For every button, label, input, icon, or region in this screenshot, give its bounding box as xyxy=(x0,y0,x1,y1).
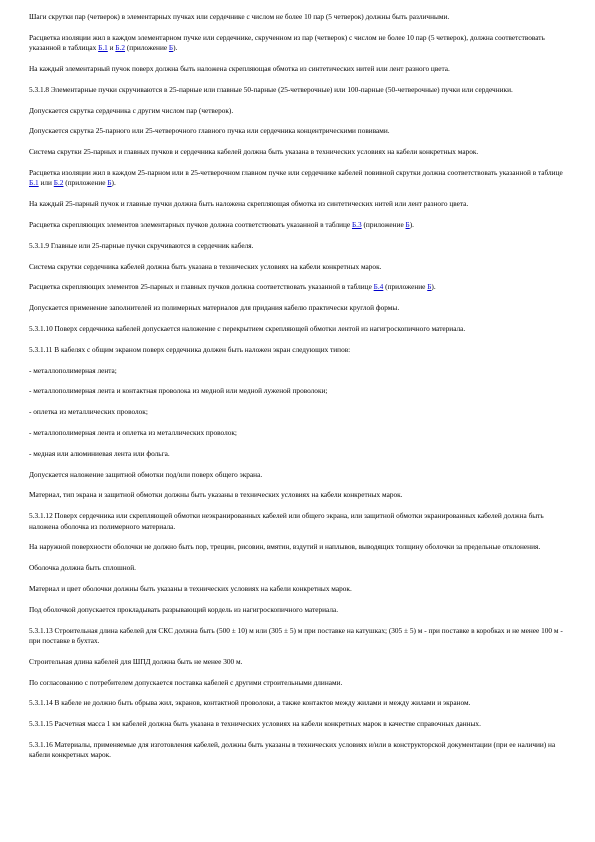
paragraph-text: - металлополимерная лента; xyxy=(29,365,117,375)
reference-link[interactable]: Б.1 xyxy=(29,178,39,188)
paragraph-text: Оболочка должна быть сплошной. xyxy=(29,563,137,573)
paragraph xyxy=(29,657,566,667)
paragraph xyxy=(29,584,566,594)
paragraph xyxy=(29,678,566,688)
paragraph-text: ). xyxy=(173,43,178,53)
paragraph-text: - медная или алюминиевая лента или фольга. xyxy=(29,448,170,458)
paragraph xyxy=(29,199,566,209)
paragraph-text: Система скрутки 25-парных и главных пучков и сердечника кабелей должна быть указана в технических условиях на кабели конкретных марок. xyxy=(29,147,479,157)
paragraph-text: 5.3.1.8 Элементарные пучки скручиваются в 25-парные или главные 50-парные (25-четверочные) или 100-парные (50-четверочные) пучки или сердечники. xyxy=(29,84,513,94)
paragraph-text: Допускается наложение защитной обмотки под/или поверх общего экрана. xyxy=(29,469,263,479)
paragraph-text: Под оболочкой допускается прокладывать разрывающий кордель из нагигроскопичного материала. xyxy=(29,604,339,614)
paragraph-text: Расцветка скрепляющих элементов элементарных пучков должна соответствовать указанной в таблице xyxy=(29,219,352,229)
paragraph-text: и xyxy=(107,43,116,53)
paragraph-text: Шаги скрутки пар (четверок) в элементарных пучках или сердечнике с числом не более 10 пар (5 четверок) должны быть различными. xyxy=(29,12,450,21)
paragraph xyxy=(29,168,566,189)
paragraph xyxy=(29,470,566,480)
paragraph-text: ). xyxy=(409,219,415,229)
reference-link[interactable]: Б xyxy=(405,219,410,229)
paragraph-text: Расцветка изоляции жил в каждом элементарном пучке или сердечнике, скрученном из пар (четверок) с числом не более 10 пар (5 четверок), должна соответствовать указанной в таблицах xyxy=(29,32,545,53)
paragraph-text: 5.3.1.14 В кабеле не должно быть обрыва жил, экранов, контактной проволоки, а также контактов между жилами и между жилами и экраном. xyxy=(29,698,471,708)
paragraph xyxy=(29,626,566,647)
paragraph-text: 5.3.1.12 Поверх сердечника или скрепляющей обмотки неэкранированных кабелей или общего экрана, или защитной обмотки экранированных кабелей должна быть наложена оболочка из полимерного материала. xyxy=(29,511,544,531)
reference-link[interactable]: Б xyxy=(107,178,112,188)
paragraph-text: 5.3.1.10 Поверх сердечника кабелей допускается наложение с перекрытием скрепляющей обмотки лентой из нагигроскопичного материала. xyxy=(29,323,466,333)
paragraph xyxy=(29,719,566,729)
reference-link[interactable]: Б.2 xyxy=(53,178,64,188)
paragraph xyxy=(29,490,566,500)
paragraph-text: По согласованию с потребителем допускается поставка кабелей с другими строительными длинами. xyxy=(29,677,343,687)
paragraph-text: Допускается скрутка 25-парного или 25-четверочного главного пучка или сердечника концентрическими повивами. xyxy=(29,126,390,136)
paragraph xyxy=(29,386,566,396)
paragraph xyxy=(29,241,566,251)
paragraph-text: Расцветка скрепляющих элементов 25-парных и главных пучков должна соответствовать указанной в таблице xyxy=(29,282,374,292)
paragraph xyxy=(29,64,566,74)
paragraph-text: 5.3.1.9 Главные или 25-парные пучки скручиваются в сердечник кабеля. xyxy=(29,240,254,250)
paragraph xyxy=(29,126,566,136)
paragraph xyxy=(29,563,566,573)
paragraph-text: Допускается скрутка сердечника с другим числом пар (четверок). xyxy=(29,105,234,115)
paragraph xyxy=(29,33,566,54)
paragraph-text: Расцветка изоляции жил в каждом 25-парном или в 25-четверочном главном пучке или сердечнике кабелей повивной скрутки должна соответствовать указанной в таблице xyxy=(29,167,563,177)
paragraph-text: Строительная длина кабелей для ШПД должна быть не менее 300 м. xyxy=(29,656,243,666)
paragraph xyxy=(29,366,566,376)
paragraph xyxy=(29,147,566,157)
paragraph xyxy=(29,324,566,334)
paragraph xyxy=(29,698,566,708)
paragraph-text: Система скрутки сердечника кабелей должна быть указана в технических условиях на кабели конкретных марок. xyxy=(29,261,382,271)
reference-link[interactable]: Б.3 xyxy=(351,219,362,229)
paragraph xyxy=(29,740,566,761)
paragraph xyxy=(29,220,566,230)
paragraph-text: 5.3.1.16 Материалы, применяемые для изготовления кабелей, должны быть указаны в технических условиях и/или в конструкторской документации (при ее наличии) на кабели конкретных марок. xyxy=(29,739,556,760)
reference-link[interactable]: Б.4 xyxy=(373,282,384,292)
paragraph xyxy=(29,407,566,417)
paragraph-text: Материал и цвет оболочки должны быть указаны в технических условиях на кабели конкретных марок. xyxy=(29,583,352,593)
reference-link[interactable]: Б.1 xyxy=(98,43,108,53)
paragraph-text: (приложение xyxy=(383,282,428,292)
paragraph xyxy=(29,262,566,272)
paragraph-text: 5.3.1.15 Расчетная масса 1 км кабелей должна быть указана в технических условиях на кабели конкретных марок в качестве справочных данных. xyxy=(29,719,481,729)
paragraph xyxy=(29,511,566,532)
paragraph-text: 5.3.1.11 В кабелях с общим экраном поверх сердечника должен быть наложен экран следующих типов: xyxy=(29,344,351,354)
paragraph-text: ). xyxy=(431,282,436,292)
reference-link[interactable]: Б.2 xyxy=(115,43,126,53)
paragraph-text: На каждый элементарный пучок поверх должна быть наложена скрепляющая обмотка из синтетических нитей или лент разного цвета. xyxy=(29,64,450,73)
paragraph xyxy=(29,449,566,459)
paragraph xyxy=(29,428,566,438)
paragraph-text: - металлополимерная лента и контактная проволока из медной или медной луженой проволоки; xyxy=(29,386,328,396)
paragraph-text: На наружной поверхности оболочки не должно быть пор, трещин, рисовин, вмятин, вздутий и наплывов, выводящих толщину оболочки за предельные отклонения. xyxy=(29,542,541,552)
paragraph xyxy=(29,85,566,95)
paragraph-text: 5.3.1.13 Строительная длина кабелей для СКС должна быть (500 ± 10) м или (305 ± 5) м при поставке на катушках; (305 ± 5) м - при поставке в коробках и не менее 100 м - при поставке в бухтах. xyxy=(29,625,563,645)
paragraph-text: (приложение xyxy=(361,219,406,229)
paragraph-text: ). xyxy=(111,178,116,188)
paragraph-text: (приложение xyxy=(63,178,108,188)
reference-link[interactable]: Б xyxy=(168,43,174,53)
paragraph-text: - металлополимерная лента и оплетка из металлических проволок; xyxy=(29,427,237,437)
paragraph-text: Материал, тип экрана и защитной обмотки должны быть указаны в технических условиях на кабели конкретных марок. xyxy=(29,490,403,500)
paragraph xyxy=(29,106,566,116)
paragraph-text: - оплетка из металлических проволок; xyxy=(29,407,148,417)
paragraph-text: Допускается применение заполнителей из полимерных материалов для придания кабелю практически круглой формы. xyxy=(29,303,400,313)
paragraph xyxy=(29,282,566,292)
paragraph-text: (приложение xyxy=(125,43,169,53)
paragraph xyxy=(29,345,566,355)
paragraph xyxy=(29,12,566,22)
paragraph xyxy=(29,542,566,552)
reference-link[interactable]: Б xyxy=(427,282,432,292)
paragraph-text: или xyxy=(38,178,54,188)
paragraph-text: На каждый 25-парный пучок и главные пучки должна быть наложена скрепляющая обмотка из синтетических нитей или лент разного цвета. xyxy=(29,199,469,209)
paragraph xyxy=(29,605,566,615)
paragraph xyxy=(29,303,566,313)
